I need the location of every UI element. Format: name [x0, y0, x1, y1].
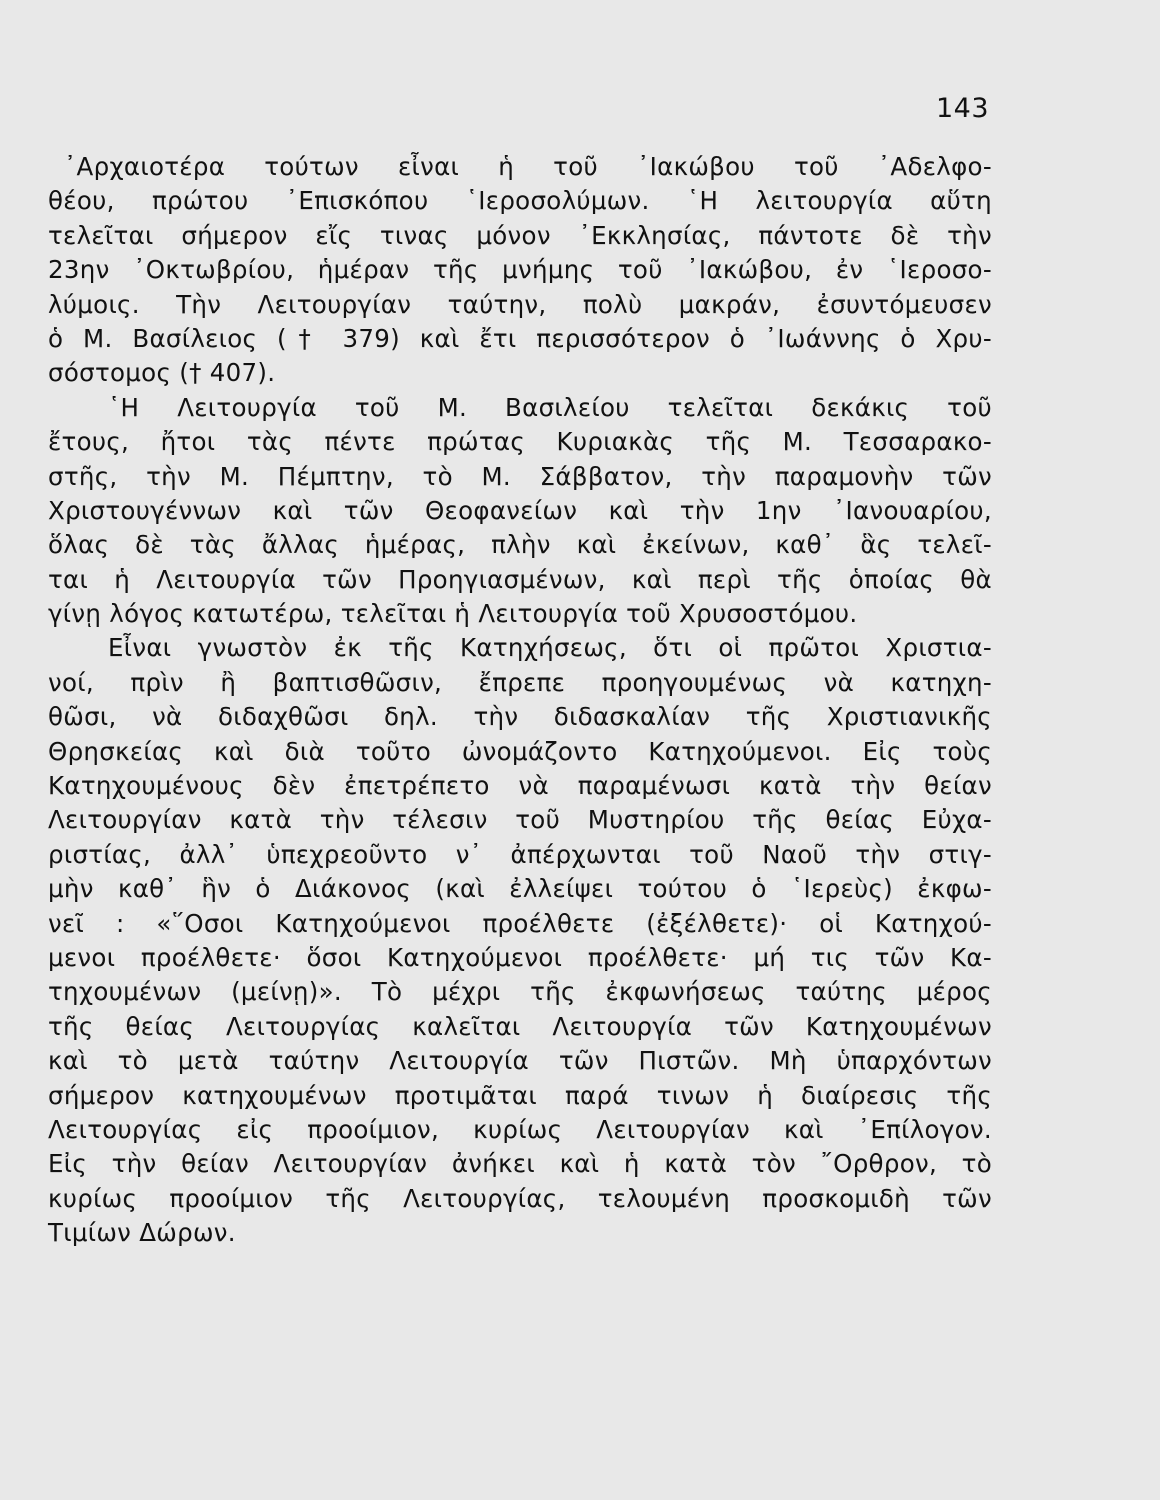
- text-line: ὁ Μ. Βασίλειος († 379) καὶ ἔτι περισσότερον ὁ ᾿Ιωάννης ὁ Χρυ-: [48, 323, 992, 353]
- text-line: τελεῖται σήμερον εἴς τινας μόνον ᾿Εκκλησίας, πάντοτε δὲ τὴν: [48, 220, 992, 250]
- text-line: στῆς, τὴν Μ. Πέμπτην, τὸ Μ. Σάββατον, τὴν παραμονὴν τῶν: [48, 461, 992, 491]
- text-line: Λειτουργίας εἰς προοίμιον, κυρίως Λειτουργίαν καὶ ᾿Επίλογον.: [48, 1114, 992, 1144]
- text-line: νεῖ : «῞Οσοι Κατηχούμενοι προέλθετε (ἐξέλθετε)· οἱ Κατηχού-: [48, 908, 992, 938]
- text-line: Τιμίων Δώρων.: [48, 1218, 236, 1248]
- text-line: Χριστουγέννων καὶ τῶν Θεοφανείων καὶ τὴν 1ην ᾿Ιανουαρίου,: [48, 495, 992, 525]
- text-line: Κατηχουμένους δὲν ἐπετρέπετο νὰ παραμένωσι κατὰ τὴν θείαν: [48, 771, 992, 801]
- text-line: ται ἡ Λειτουργία τῶν Προηγιασμένων, καὶ περὶ τῆς ὁποίας θὰ: [48, 564, 992, 594]
- text-line: ἔτους, ἤτοι τὰς πέντε πρώτας Κυριακὰς τῆς Μ. Τεσσαρακο-: [48, 427, 992, 457]
- text-line: ριστίας, ἀλλ᾿ ὑπεχρεοῦντο ν᾿ ἀπέρχωνται τοῦ Ναοῦ τὴν στιγ-: [48, 839, 992, 869]
- text-line: Θρησκείας καὶ διὰ τοῦτο ὠνομάζοντο Κατηχούμενοι. Εἰς τοὺς: [48, 736, 992, 766]
- text-line: μὴν καθ᾿ ἣν ὁ Διάκονος (καὶ ἐλλείψει τούτου ὁ ῾Ιερεὺς) ἐκφω-: [48, 874, 992, 904]
- text-line: νοί, πρὶν ἢ βαπτισθῶσιν, ἔπρεπε προηγουμένως νὰ κατηχη-: [48, 667, 992, 697]
- text-line: Λειτουργίαν κατὰ τὴν τέλεσιν τοῦ Μυστηρίου τῆς θείας Εὐχα-: [48, 805, 992, 835]
- text-line: καὶ τὸ μετὰ ταύτην Λειτουργία τῶν Πιστῶν. Μὴ ὑπαρχόντων: [48, 1046, 992, 1076]
- text-line: σήμερον κατηχουμένων προτιμᾶται παρά τινων ἡ διαίρεσις τῆς: [48, 1080, 992, 1110]
- text-line: ᾿Αρχαιοτέρα τούτων εἶναι ἡ τοῦ ᾿Ιακώβου τοῦ ᾿Αδελφο-: [64, 152, 992, 181]
- page-number: 143: [936, 93, 990, 124]
- text-line: ὅλας δὲ τὰς ἄλλας ἡμέρας, πλὴν καὶ ἐκείνων, καθ᾿ ἃς τελεῖ-: [48, 530, 992, 560]
- body-text: [48, 150, 992, 1251]
- text-line: ῾Η Λειτουργία τοῦ Μ. Βασιλείου τελεῖται δεκάκις τοῦ: [108, 392, 992, 422]
- text-line: λύμοις. Τὴν Λειτουργίαν ταύτην, πολὺ μακράν, ἐσυντόμευσεν: [48, 289, 992, 319]
- text-line: κυρίως προοίμιον τῆς Λειτουργίας, τελουμένη προσκομιδὴ τῶν: [48, 1183, 992, 1213]
- text-line: Εἰς τὴν θείαν Λειτουργίαν ἀνήκει καὶ ἡ κατὰ τὸν ῎Ορθρον, τὸ: [48, 1149, 992, 1179]
- text-line: τῆς θείας Λειτουργίας καλεῖται Λειτουργία τῶν Κατηχουμένων: [48, 1011, 992, 1041]
- text-line: θῶσι, νὰ διδαχθῶσι δηλ. τὴν διδασκαλίαν τῆς Χριστιανικῆς: [48, 702, 992, 732]
- text-line: 23ην ᾿Οκτωβρίου, ἡμέραν τῆς μνήμης τοῦ ᾿Ιακώβου, ἐν ῾Ιεροσο-: [48, 255, 992, 285]
- text-line: Εἶναι γνωστὸν ἐκ τῆς Κατηχήσεως, ὅτι οἱ πρῶτοι Χριστια-: [108, 633, 992, 663]
- text-line: θέου, πρώτου ᾿Επισκόπου ῾Ιεροσολύμων. ῾Η λειτουργία αὕτη: [48, 186, 992, 216]
- text-line: μενοι προέλθετε· ὅσοι Κατηχούμενοι προέλθετε· μή τις τῶν Κα-: [48, 942, 992, 972]
- text-line: γίνῃ λόγος κατωτέρω, τελεῖται ἡ Λειτουργία τοῦ Χρυσοστόμου.: [48, 599, 858, 629]
- text-line: σόστομος († 407).: [48, 358, 276, 388]
- text-line: τηχουμένων (μείνῃ)». Τὸ μέχρι τῆς ἐκφωνήσεως ταύτης μέρος: [48, 977, 992, 1007]
